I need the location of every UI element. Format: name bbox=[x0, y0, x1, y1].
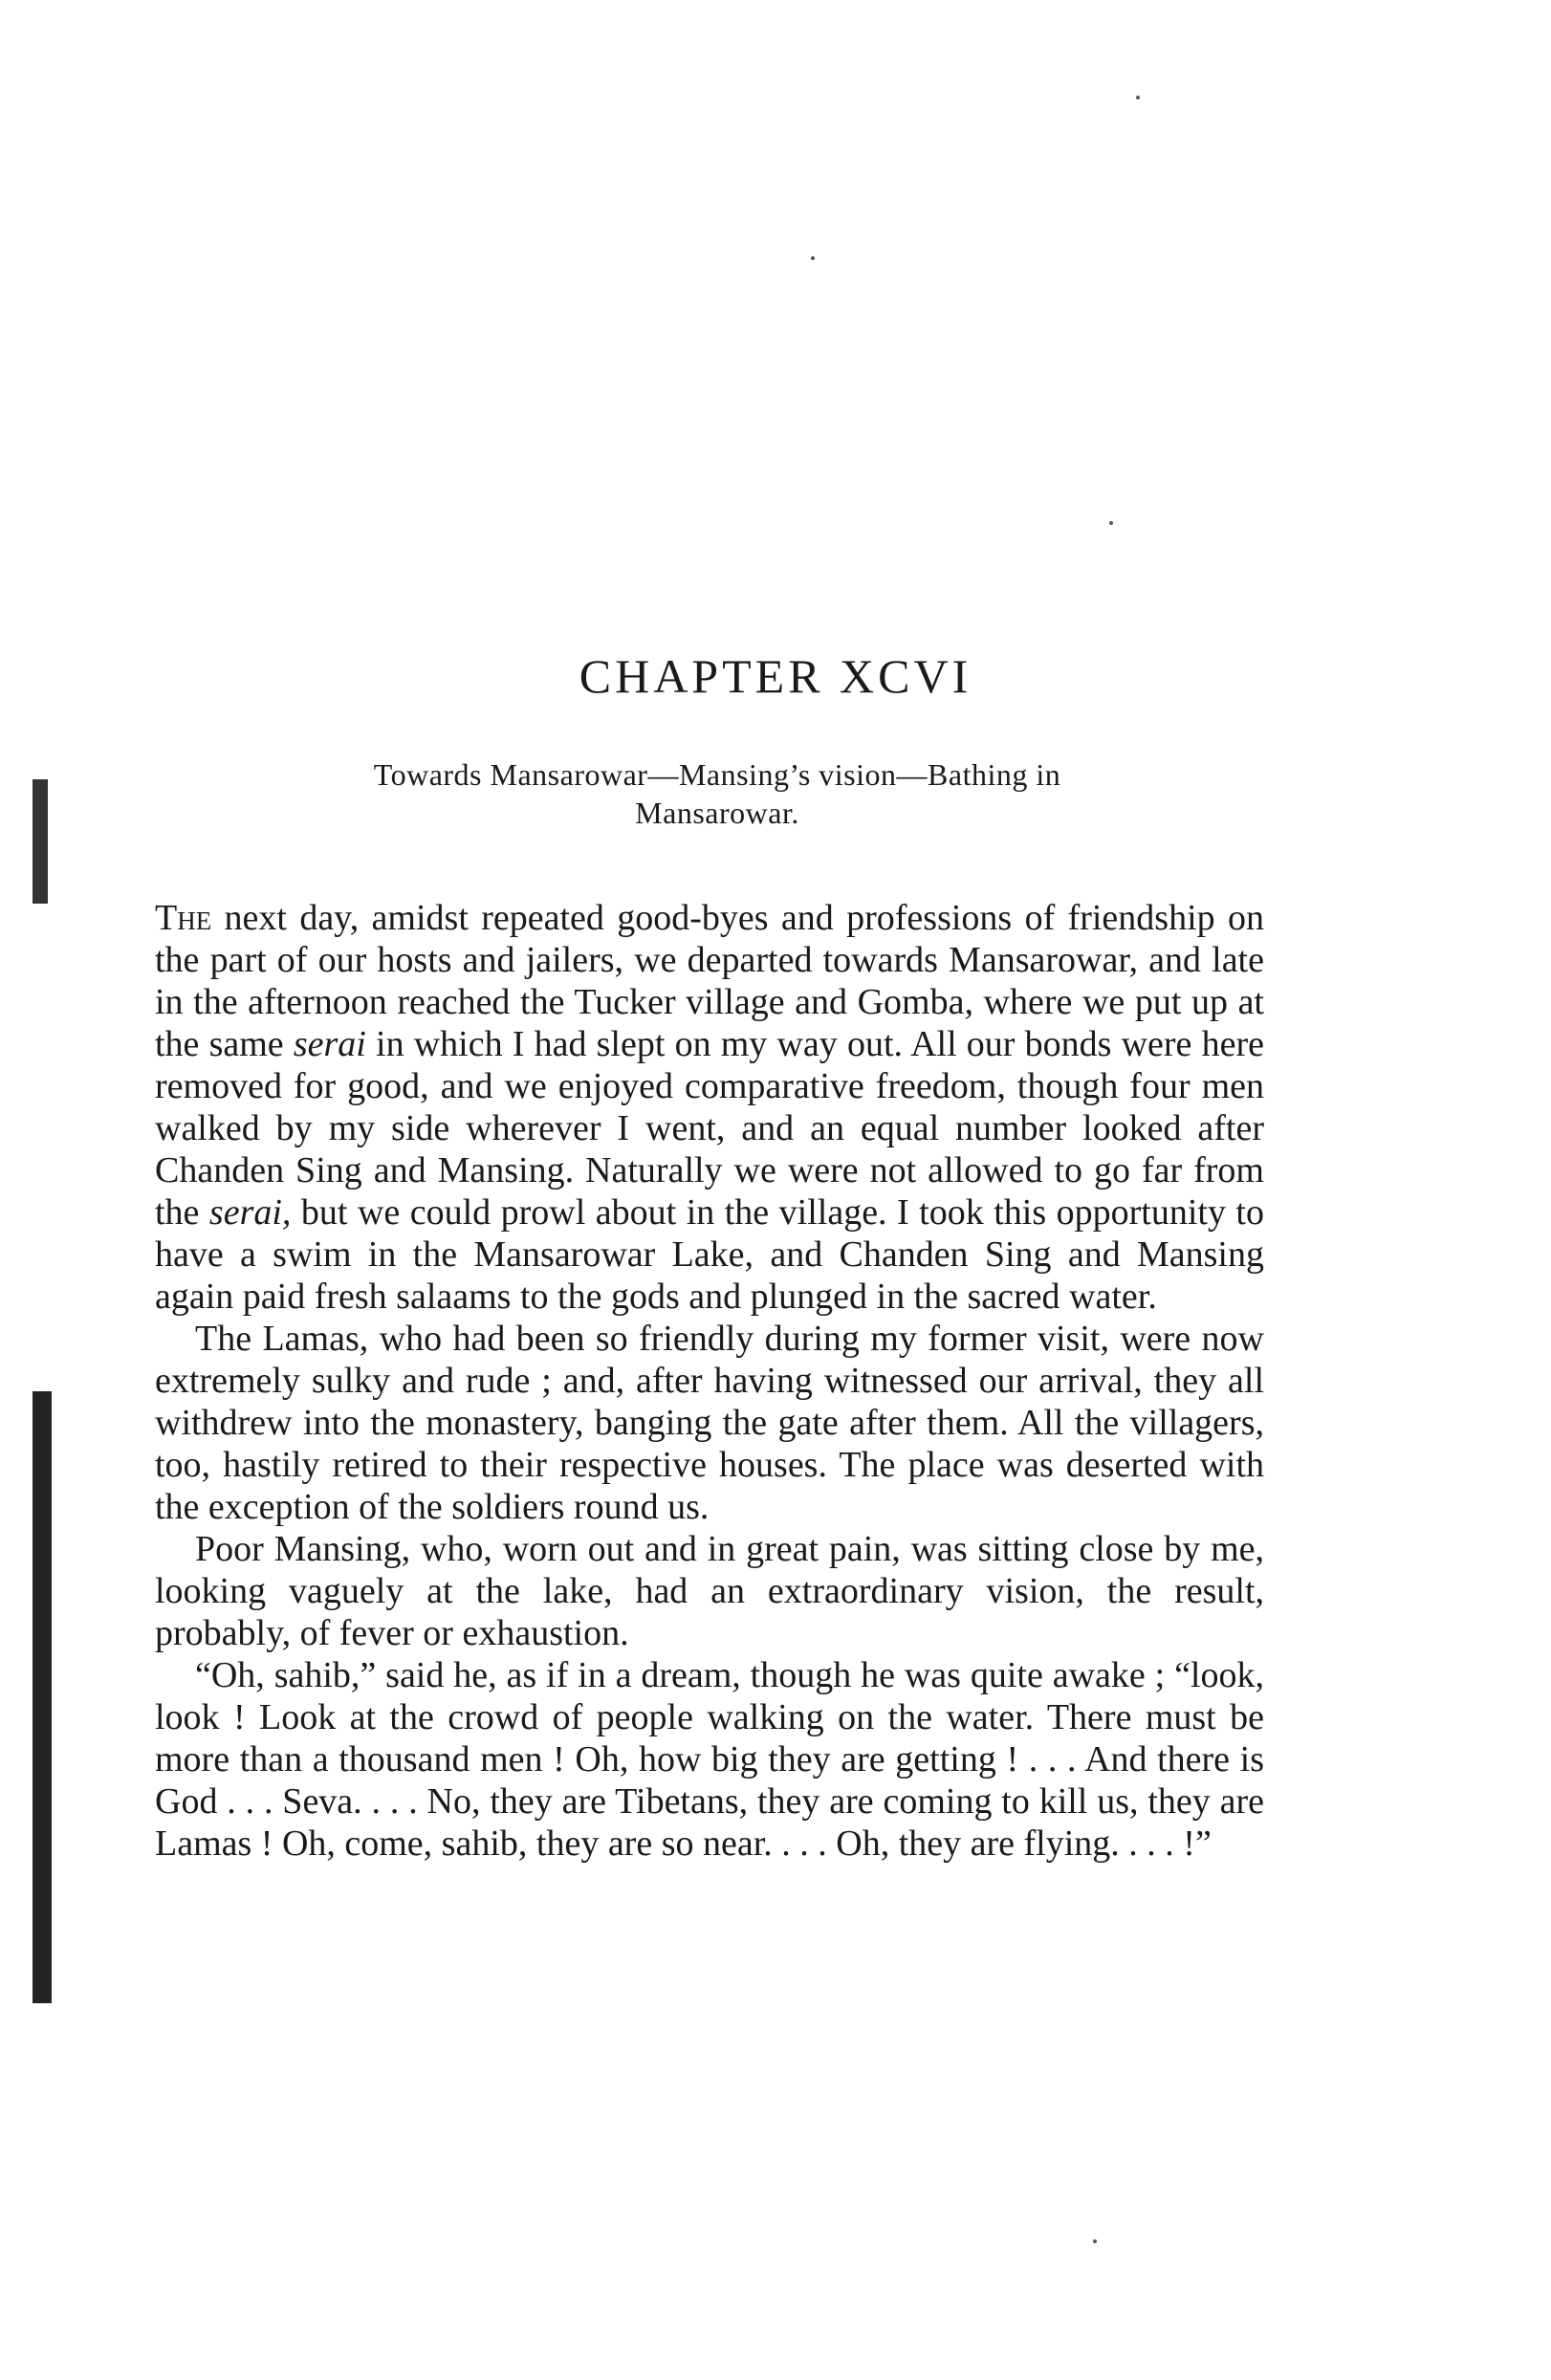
chapter-title: CHAPTER XCVI bbox=[579, 649, 972, 703]
italic-term: serai bbox=[293, 1024, 366, 1064]
scan-speck bbox=[1136, 96, 1140, 99]
italic-term: serai, bbox=[208, 1192, 292, 1233]
scan-edge-mark bbox=[33, 779, 48, 904]
chapter-synopsis bbox=[277, 755, 1157, 832]
scan-speck bbox=[811, 256, 815, 260]
paragraph-1 bbox=[155, 897, 1264, 1318]
paragraph-3: Poor Mansing, who, worn out and in great pain, was sitting close by me, looking vaguely at the lake, had an extraordinary vision, the result, probably, of fever or exhaustion. bbox=[155, 1529, 1264, 1653]
scan-edge-mark bbox=[33, 1391, 52, 2003]
synopsis-line: Towards Mansarowar—Mansing’s vision—Bathing in bbox=[373, 757, 1061, 792]
text-run: but we could prowl about in the village. I took this opportunity to have a swim in the Mansarowar Lake, and Chanden Sing and Mansing again paid fresh salaams to the gods and plunged in the sacred water. bbox=[155, 1192, 1264, 1317]
scan-speck bbox=[1109, 521, 1113, 525]
text-run: in which I had slept on my way out. All our bonds were here removed for good, and we enjoyed comparative freedom, though four men walked by my side wherever I went, and an equal number looked after Chanden Sing and Mansing. Naturally we were not allowed to go far from the bbox=[155, 1024, 1264, 1233]
synopsis-line: Mansarowar. bbox=[635, 796, 799, 830]
paragraph-4: “Oh, sahib,” said he, as if in a dream, though he was quite awake ; “look, look ! Look at the crowd of people walking on the water. There must be more than a thousand men ! Oh, how big they are getting ! . . . And there is God . . . Seva. . . . No, they are Tibetans, they are coming to kill us, they are Lamas ! Oh, come, sahib, they are so near. . . . Oh, they are flying. . . . !” bbox=[155, 1655, 1264, 1864]
text-run: next day, amidst repeated good-byes and professions of friendship on the part of our hosts and jailers, we departed towards Mansarowar, and late in the afternoon reached the Tucker village and Gomba, where we put up at the same bbox=[155, 898, 1264, 1064]
chapter-body bbox=[155, 897, 1264, 1865]
paragraph-2: The Lamas, who had been so friendly during my former visit, were now extremely sulky and rude ; and, after having witnessed our arrival, they all withdrew into the monastery, banging the gate after them. All the villagers, too, hastily retired to their respective houses. The place was deserted with the exception of the soldiers round us. bbox=[155, 1319, 1264, 1527]
opening-word: The bbox=[155, 898, 212, 938]
scan-speck bbox=[1093, 2239, 1097, 2243]
